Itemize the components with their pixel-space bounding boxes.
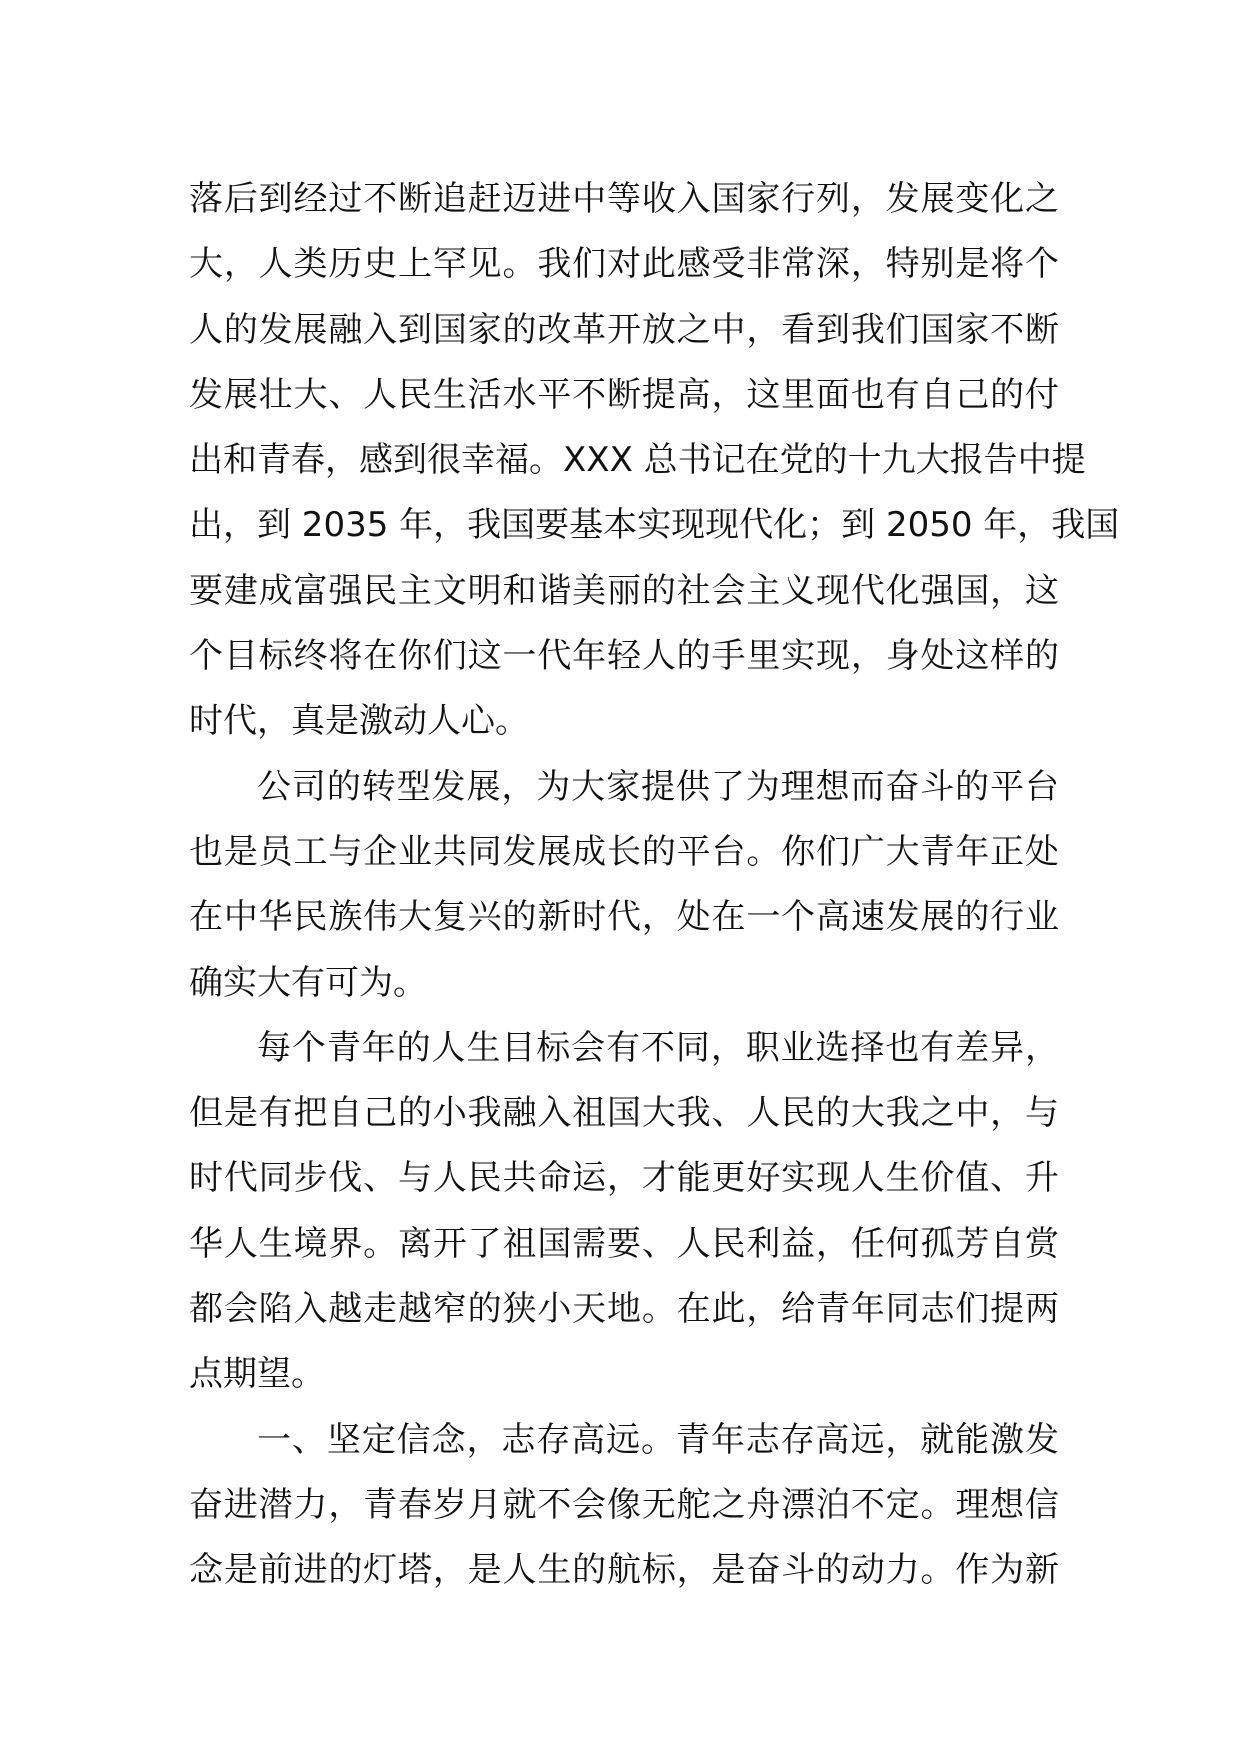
- text-line: 在中华民族伟大复兴的新时代，处在一个高速发展的行业: [189, 897, 1059, 938]
- text-line: 都会陷入越走越窄的狭小天地。在此，给青年同志们提两: [189, 1289, 1059, 1330]
- text-line: 出，到 2035 年，我国要基本实现现代化；到 2050 年，我国: [189, 505, 1120, 546]
- paragraph: [189, 1408, 1059, 1604]
- text-line: 要建成富强民主文明和谐美丽的社会主义现代化强国，这: [189, 570, 1059, 611]
- text-line: 确实大有可为。: [189, 962, 427, 1003]
- paragraph: [189, 1016, 1059, 1408]
- text-line: 一、坚定信念，志存高远。青年志存高远，就能激发: [257, 1419, 1059, 1460]
- text-line: 大，人类历史上罕见。我们对此感受非常深，特别是将个: [189, 244, 1059, 285]
- text-line: 发展壮大、人民生活水平不断提高，这里面也有自己的付: [189, 374, 1059, 415]
- text-line: 华人生境界。离开了祖国需要、人民利益，任何孤芳自赏: [189, 1223, 1059, 1264]
- paragraph: [189, 167, 1120, 755]
- text-line: 出和青春，感到很幸福。XXX 总书记在党的十九大报告中提: [189, 440, 1086, 481]
- text-line: 每个青年的人生目标会有不同，职业选择也有差异，: [257, 1027, 1059, 1068]
- text-line: 也是员工与企业共同发展成长的平台。你们广大青年正处: [189, 831, 1059, 872]
- text-line: 人的发展融入到国家的改革开放之中，看到我们国家不断: [189, 309, 1059, 350]
- text-line: 时代同步伐、与人民共命运，才能更好实现人生价值、升: [189, 1158, 1059, 1199]
- text-line: 个目标终将在你们这一代年轻人的手里实现，身处这样的: [189, 636, 1059, 677]
- text-line: 落后到经过不断追赶迈进中等收入国家行列，发展变化之: [189, 179, 1059, 219]
- body-text: [189, 167, 1120, 1604]
- text-line: 公司的转型发展，为大家提供了为理想而奋斗的平台: [257, 766, 1059, 807]
- paragraph: [189, 755, 1059, 1016]
- text-line: 奋进潜力，青春岁月就不会像无舵之舟漂泊不定。理想信: [189, 1484, 1059, 1525]
- text-line: 时代，真是激动人心。: [189, 701, 529, 742]
- text-line: 但是有把自己的小我融入祖国大我、人民的大我之中，与: [189, 1093, 1059, 1134]
- text-line: 念是前进的灯塔，是人生的航标，是奋斗的动力。作为新: [189, 1550, 1059, 1591]
- text-line: 点期望。: [189, 1354, 325, 1395]
